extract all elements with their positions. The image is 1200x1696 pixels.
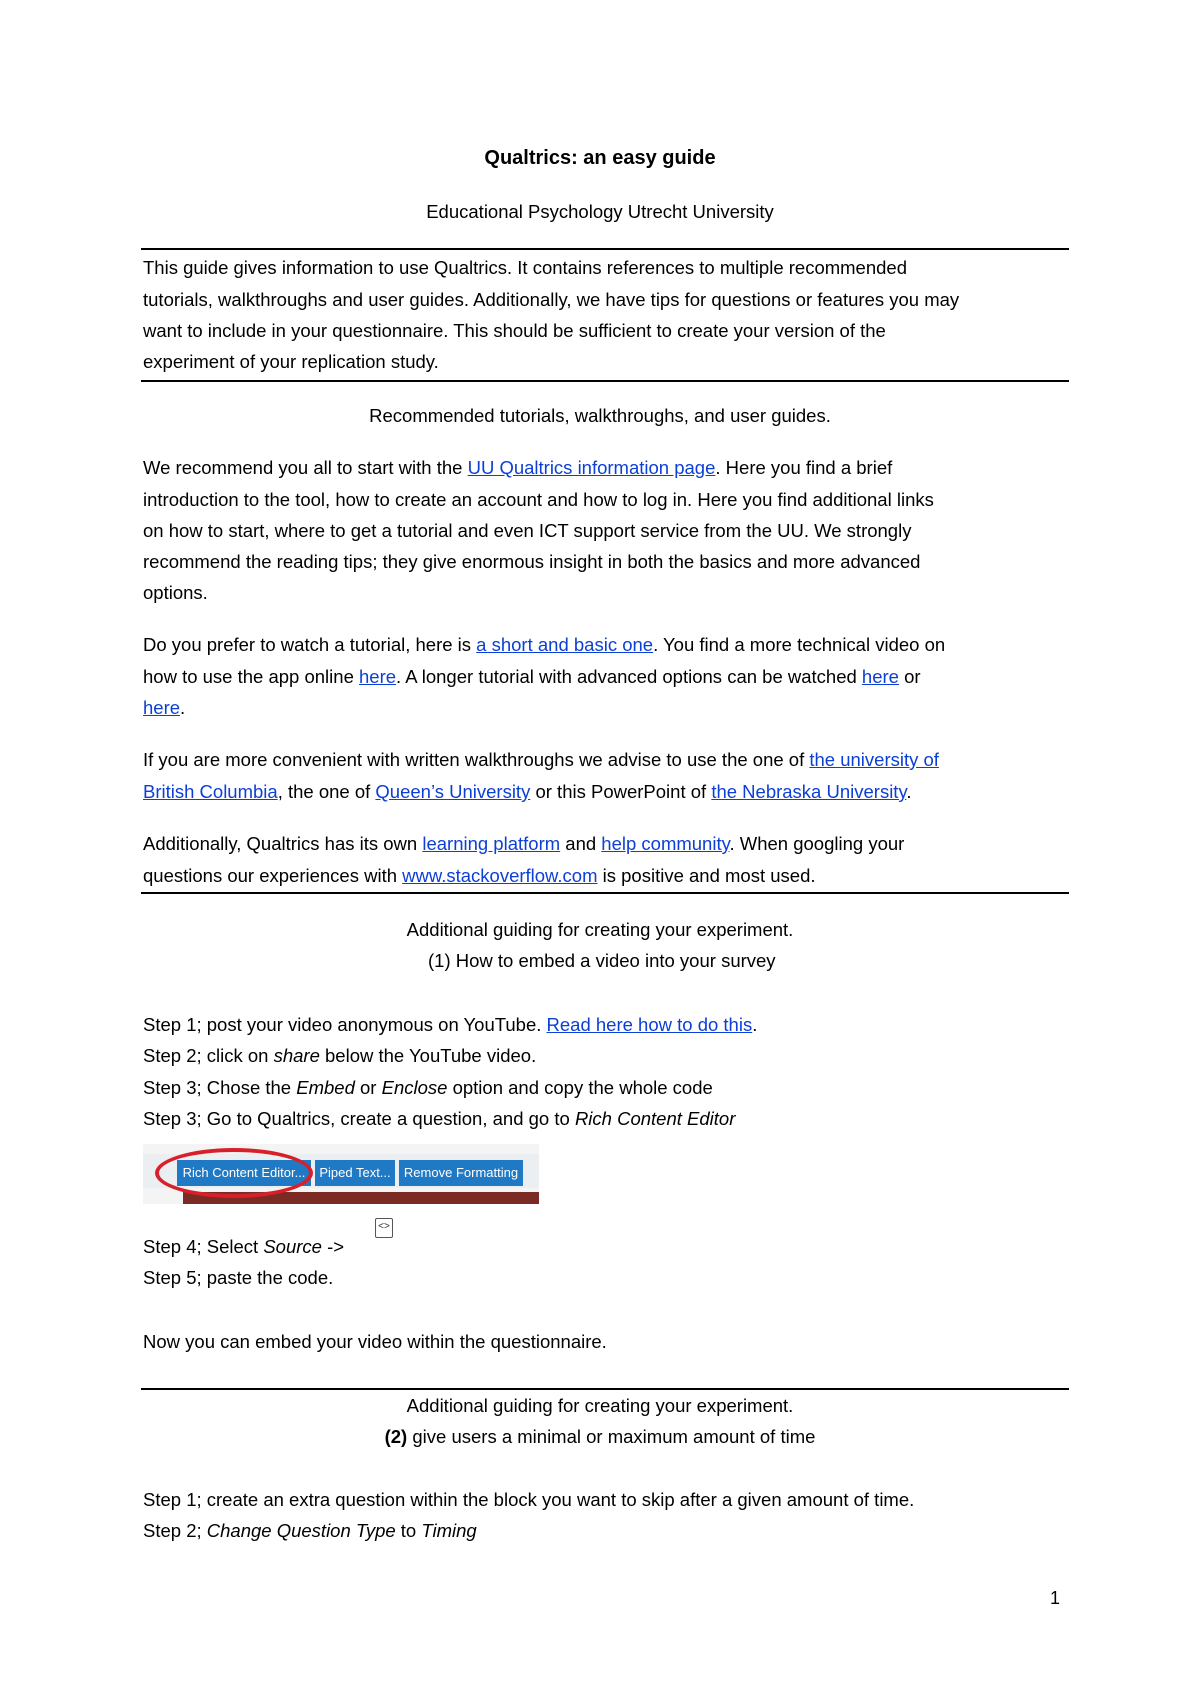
paragraph-line: questions our experiences with www.stackoverflow.com is positive and most used.: [143, 865, 816, 886]
divider: [141, 892, 1069, 894]
step-line: Step 2; click on share below the YouTube video.: [143, 1045, 537, 1066]
step-line: Step 1; create an extra question within the block you want to skip after a given amount of time.: [143, 1489, 915, 1510]
stackoverflow-link[interactable]: www.stackoverflow.com: [402, 865, 598, 886]
section3-subheading: (2) give users a minimal or maximum amount of time: [384, 1426, 816, 1447]
rich-content-editor-screenshot: [143, 1144, 539, 1204]
intro-line: experiment of your replication study.: [143, 351, 439, 372]
divider: [141, 1388, 1069, 1390]
highlight-circle: [155, 1148, 313, 1198]
help-community-link[interactable]: help community: [601, 833, 730, 854]
source-icon: <>: [375, 1218, 393, 1238]
remove-formatting-button: Remove Formatting: [399, 1160, 523, 1186]
paragraph-line: British Columbia, the one of Queen’s University or this PowerPoint of the Nebraska University.: [143, 781, 912, 802]
step-line: Step 2; Change Question Type to Timing: [143, 1520, 477, 1541]
step-line: Step 3; Go to Qualtrics, create a question, and go to Rich Content Editor: [143, 1108, 736, 1129]
section2-subheading: (1) How to embed a video into your survey: [428, 950, 776, 971]
paragraph-line: how to use the app online here. A longer tutorial with advanced options can be watched here or: [143, 666, 921, 687]
section1-heading: Recommended tutorials, walkthroughs, and user guides.: [369, 405, 831, 426]
paragraph-line: Additionally, Qualtrics has its own learning platform and help community. When googling your: [143, 833, 905, 854]
technical-video-link[interactable]: here: [359, 666, 397, 687]
step-line: Step 3; Chose the Embed or Enclose option and copy the whole code: [143, 1077, 713, 1098]
intro-line: tutorials, walkthroughs and user guides. Additionally, we have tips for questions or features you may: [143, 289, 960, 310]
closing-line: Now you can embed your video within the questionnaire.: [143, 1331, 607, 1352]
advanced-tutorial-link[interactable]: here: [861, 666, 899, 687]
divider: [141, 380, 1069, 382]
rich-content-editor-button: Rich Content Editor...: [177, 1160, 311, 1186]
youtube-howto-link[interactable]: Read here how to do this: [546, 1014, 753, 1035]
step-line: Step 4; Select Source ->: [143, 1236, 345, 1257]
ubc-link-cont[interactable]: British Columbia: [143, 781, 278, 802]
short-tutorial-link[interactable]: a short and basic one: [476, 634, 654, 655]
step-line: Step 1; post your video anonymous on YouTube. Read here how to do this.: [143, 1014, 758, 1035]
paragraph-line: introduction to the tool, how to create an account and how to log in. Here you find additional links: [143, 489, 934, 510]
paragraph-line: here.: [143, 697, 186, 718]
paragraph-line: recommend the reading tips; they give enormous insight in both the basics and more advanced: [143, 551, 921, 572]
step-line: Step 5; paste the code.: [143, 1267, 334, 1288]
ubc-link[interactable]: the university of: [809, 749, 939, 770]
nebraska-university-link[interactable]: the Nebraska University: [711, 781, 907, 802]
queens-university-link[interactable]: Queen’s University: [375, 781, 531, 802]
document-title: Qualtrics: an easy guide: [484, 147, 716, 169]
paragraph-line: Do you prefer to watch a tutorial, here is a short and basic one. You find a more technical video on: [143, 634, 946, 655]
section3-heading: Additional guiding for creating your experiment.: [406, 1395, 794, 1416]
advanced-tutorial-link-alt[interactable]: here: [143, 697, 181, 718]
section2-heading: Additional guiding for creating your experiment.: [406, 919, 794, 940]
page-number: 1: [1050, 1588, 1061, 1608]
paragraph-line: options.: [143, 582, 208, 603]
paragraph-line: If you are more convenient with written walkthroughs we advise to use the one of the university of: [143, 749, 939, 770]
document-subtitle: Educational Psychology Utrecht University: [426, 201, 774, 222]
uu-qualtrics-info-link[interactable]: UU Qualtrics information page: [467, 457, 716, 478]
intro-line: want to include in your questionnaire. This should be sufficient to create your version of the: [143, 320, 886, 341]
divider: [141, 248, 1069, 250]
learning-platform-link[interactable]: learning platform: [422, 833, 561, 854]
intro-line: This guide gives information to use Qualtrics. It contains references to multiple recommended: [143, 257, 908, 278]
paragraph-line: We recommend you all to start with the UU Qualtrics information page. Here you find a brief: [143, 457, 893, 478]
paragraph-line: on how to start, where to get a tutorial and even ICT support service from the UU. We strongly: [143, 520, 912, 541]
piped-text-button: Piped Text...: [315, 1160, 395, 1186]
